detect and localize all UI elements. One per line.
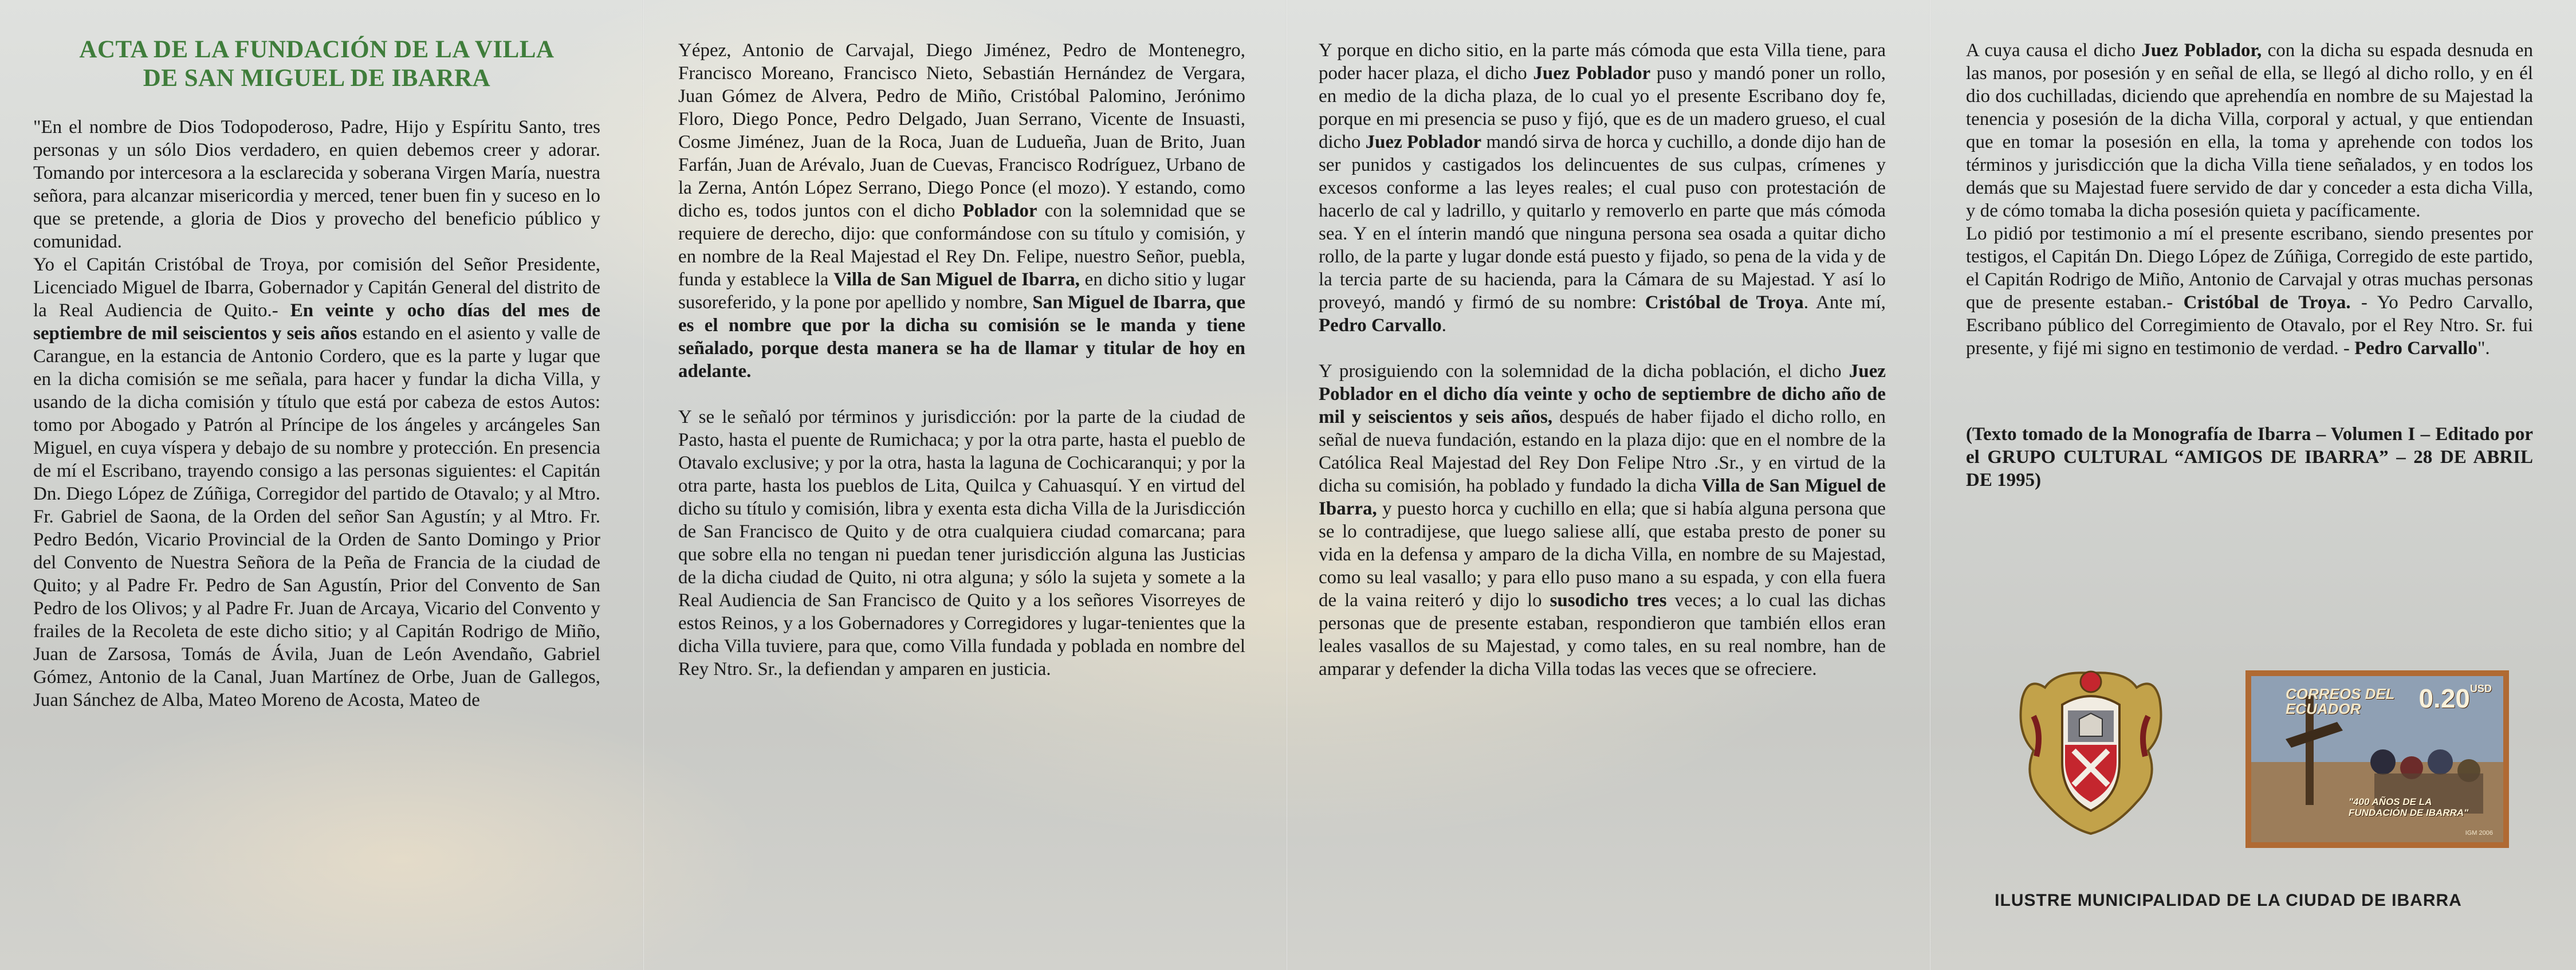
bold-signature-troya: Cristóbal de Troya. bbox=[2183, 292, 2351, 313]
bold-juez: Juez Poblador, bbox=[2141, 40, 2262, 61]
text-span: y puesto horca y cuchillo en ella; que si había alguna persona que se lo contradijese, que luego saliese allí, que estaba presto de poner su vida en la defensa y amparo de la dicha Villa, en nombre de su Majestad, como su leal vasallo; y para ello puso mano a su espada, y con ella fuera de la vaina reiteró y dijo lo bbox=[1319, 498, 1886, 611]
text-span: puso y mandó poner un rollo, en medio de la dicha plaza, de lo cual yo el presente Escribano doy fe, porque en mi presencia se puso y fijó, que es de un madero grueso, el cual dicho bbox=[1319, 63, 1886, 152]
text-span: Yo el Capitán Cristóbal de Troya, por comisión del Señor Presidente, Licenciado Miguel de Ibarra, Gobernador y Capitán General del distrito de la Real Audiencia de Quito.- bbox=[33, 254, 600, 321]
stamp-amount: 0.20 bbox=[2418, 684, 2470, 713]
paragraph-troya bbox=[33, 253, 600, 712]
paragraph-testimony bbox=[1966, 222, 2533, 360]
paragraph-gap bbox=[678, 383, 1245, 406]
text-span: en dicho sitio y lugar susoreferido, y la pone por apellido y nombre, bbox=[678, 269, 1245, 313]
text-span: veces; a lo cual las dichas personas que de presente estaban, respondieron que también ellos eran leales vasallos de su Majestad, y como tales, en su real nombre, han de amparar y defender la dicha Villa todas las veces que se ofreciere. bbox=[1319, 590, 1886, 680]
bold-juez-date: Juez Poblador en el dicho día veinte y ocho de septiembre de dicho año de mil y seiscientos y seis años, bbox=[1319, 361, 1886, 427]
fold-line-3 bbox=[1929, 0, 1931, 970]
bold-signature-troya: Cristóbal de Troya bbox=[1645, 292, 1804, 313]
stamp-currency: USD bbox=[2469, 683, 2492, 694]
bold-juez: Juez Poblador bbox=[1533, 63, 1651, 84]
text-span: . Ante mí, bbox=[1803, 292, 1886, 313]
text-span: . bbox=[1441, 315, 1447, 336]
fold-line-1 bbox=[643, 0, 644, 970]
text-span: Lo pidió por testimonio a mí el presente escribano, siendo presentes por testigos, el Capitán Dn. Diego López de Zúñiga, Corregido de este partido, el Capitán Rodrigo de Miño, Antonio de Carvajal y otras muchas personas que de presente estaban.- bbox=[1966, 223, 2533, 313]
spacer bbox=[1966, 360, 2533, 423]
stamp-caption bbox=[2349, 796, 2468, 818]
source-credit: (Texto tomado de la Monografía de Ibarra – Volumen I – Editado por el GRUPO CULTURAL “AMIGOS DE IBARRA” – 28 DE ABRIL DE 1995) bbox=[1966, 424, 2533, 490]
bold-poblador: Poblador bbox=[962, 201, 1037, 221]
text-span: Y prosiguiendo con la solemnidad de la dicha población, el dicho bbox=[1319, 361, 1849, 382]
paragraph-ceremony bbox=[1319, 360, 1886, 681]
paragraph-gap bbox=[1319, 337, 1886, 360]
title-line-1: ACTA DE LA FUNDACIÓN DE LA VILLA bbox=[79, 36, 554, 63]
panel-1 bbox=[33, 0, 600, 970]
text-span: A cuya causa el dicho bbox=[1966, 40, 2142, 61]
text-span: ". bbox=[2477, 338, 2490, 359]
bold-juez: Juez Poblador bbox=[1365, 132, 1482, 152]
panel-2 bbox=[678, 0, 1245, 970]
text-span: - Yo Pedro Carvallo, Escribano público del Corregimiento de Otavalo, por el Rey Ntro. Sr. fui presente, y fijé mi signo en testimonio de verdad. - bbox=[1966, 292, 2533, 359]
text-span: con la solemnidad que se requiere de derecho, dijo: que conformándose con su título y comisión, y en nombre de la Real Majestad el Rey Dn. Felipe, nuestro Señor, puebla, funda y establece la bbox=[678, 201, 1245, 290]
postage-stamp bbox=[2245, 670, 2509, 848]
stamp-country: CORREOS DEL ECUADOR bbox=[2286, 685, 2395, 717]
municipality-footer: ILUSTRE MUNICIPALIDAD DE LA CIUDAD DE IBARRA bbox=[1995, 891, 2462, 910]
text-span: Yépez, Antonio de Carvajal, Diego Jiménez, Pedro de Montenegro, Francisco Moreano, Francisco Nieto, Sebastián Hernández de Vergara, Juan Gómez de Alvera, Pedro de Miño, Cristóbal Palomino, Jerónimo Floro, Diego Ponce, Pedro Delgado, Juan Serrano, Vicente de Insuasti, Cosme Jiménez, Juan de la Roca, Juan de Ludueña, Juan de Brito, Juan Farfán, Juan de Arévalo, Juan de Cuevas, Francisco Rodríguez, Urbano de la Zerna, Antón López Serrano, Diego Ponce (el mozo). Y estando, como dicho es, todos juntos con el dicho bbox=[678, 40, 1245, 221]
bold-villa-name: Villa de San Miguel de Ibarra, bbox=[1319, 476, 1886, 519]
bold-date: En veinte y ocho días del mes de septiembre de mil seiscientos y seis años bbox=[33, 300, 600, 344]
bold-signature-carvallo: Pedro Carvallo bbox=[2354, 338, 2477, 359]
paragraph-jurisdiction: Y se le señaló por términos y jurisdicción: por la parte de la ciudad de Pasto, hasta el puente de Rumichaca; y por la otra parte, hasta el pueblo de Otavalo exclusive; y por la otra, hasta la laguna de Cochicaranqui; y por la otra parte, hasta los pueblos de Lita, Quilca y Cahuasquí. Y en virtud del dicho su título y comisión, libra y exenta esta dicha Villa de la Jurisdicción de San Francisco de Quito y de otra cualquiera ciudad comarcana; para que sobre ella no tengan ni puedan tener jurisdicción alguna las Justicias de la dicha ciudad de Quito, ni otra alguna; y sólo la sujeta y somete a la Real Audiencia de San Francisco de Quito y a los señores Visorreyes de estos Reinos, y a los Gobernadores y Corregidores y lugar-tenientes que la dicha Villa tuviere, para que, como Villa fundada y poblada en nombre del Rey Ntro. Sr., la defiendan y amparen en justicia. bbox=[678, 407, 1245, 680]
bold-naming: San Miguel de Ibarra, que es el nombre que por la dicha su comisión se le manda y tiene señalado, porque desta manera se ha de llamar y titular de hoy en adelante. bbox=[678, 292, 1245, 382]
stamp-caption-line-1: "400 AÑOS DE LA bbox=[2349, 796, 2432, 807]
paragraph-possession bbox=[1966, 39, 2533, 222]
panel-1-text bbox=[33, 116, 600, 712]
coat-of-arms-icon bbox=[2011, 665, 2171, 837]
stamp-value bbox=[2418, 683, 2492, 714]
stamp-printer: IGM 2006 bbox=[2465, 830, 2493, 837]
document-title bbox=[33, 36, 600, 93]
text-span: con la dicha su espada desnuda en las manos, por posesión y en señal de ella, se llegó al dicho rollo, y en él dio dos cuchilladas, diciendo que aprehendía en nombre de su Majestad la tenencia y posesión de la dicha Villa, corporal y actual, y que entiendan que en tomar la posesión en ella, la toma y aprehende con todos los términos y jurisdicción que la dicha Villa tiene señalados, y en todos los demás que su Majestad fuere servido de dar y conceder a esta dicha Villa, y de cómo tomaba la dicha posesión quieta y pacíficamente. bbox=[1966, 40, 2534, 221]
paragraph-invocation: "En el nombre de Dios Todopoderoso, Padre, Hijo y Espíritu Santo, tres personas y un sólo Dios verdadero, en quien debemos creer y adorar. Tomando por intercesora a la esclarecida y soberana Virgen María, nuestra señora, para alcanzar misericordia y merced, tener buen fin y suceso en lo que se pretende, a gloria de Dios y provecho del beneficio público y comunidad. bbox=[33, 117, 600, 252]
text-span: Y porque en dicho sitio, en la parte más cómoda que esta Villa tiene, para poder hacer plaza, el dicho bbox=[1319, 40, 1886, 84]
panel-4-text bbox=[1966, 39, 2533, 492]
stamp-caption-line-2: FUNDACIÓN DE IBARRA" bbox=[2349, 807, 2469, 818]
bold-villa-name: Villa de San Miguel de Ibarra, bbox=[833, 269, 1080, 290]
fold-line-2 bbox=[1286, 0, 1288, 970]
text-span: estando en el asiento y valle de Carangue, en la estancia de Antonio Cordero, que es la parte y lugar que en la dicha comisión se me señala, para hacer y fundar la dicha Villa, y usando de la dicha comisión y título que está por cabeza de estos Autos: tomo por Abogado y Patrón al Príncipe de los ángeles y arcángeles San Miguel, en cuya víspera y debajo de su nombre y protección. En presencia de mí el Escribano, trayendo consigo a las personas siguientes: el Capitán Dn. Diego López de Zúñiga, Corregidor del partido de Otavalo; y al Mtro. Fr. Gabriel de Saona, de la Orden del señor San Agustín; y al Mtro. Fr. Pedro Bedón, Vicario Provincial de la Orden de Santo Domingo y Prior del Convento de Nuestra Señora de la Peña de Francia de la ciudad de Quito; y al Padre Fr. Pedro de San Agustín, Prior del Convento de San Pedro de los Olivos; y al Padre Fr. Juan de Arcaya, Vicario del Convento y frailes de la Recoleta de este dicho sitio; y al Capitán Rodrigo de Miño, Juan de Zarsosa, Tomás de Ávila, Juan de León Avendaño, Gabriel Gómez, Antonio de la Canal, Juan Martínez de Orbe, Juan de Gallegos, Juan Sánchez de Alba, Mateo Moreno de Acosta, Mateo de bbox=[33, 323, 600, 710]
title-line-2: DE SAN MIGUEL DE IBARRA bbox=[143, 65, 491, 92]
panel-3-text bbox=[1319, 39, 1886, 681]
stamp-artwork bbox=[2251, 676, 2503, 842]
paragraph-rollo bbox=[1319, 39, 1886, 337]
bold-signature-carvallo: Pedro Carvallo bbox=[1319, 315, 1442, 336]
bold-susodicho: susodicho tres bbox=[1549, 590, 1667, 611]
text-span: después de haber fijado el dicho rollo, en señal de nueva fundación, estando en la plaza dijo: que en el nombre de la Católica Real Majestad del Rey Don Felipe Ntro .Sr., y en virtud de la dicha su comisión, ha poblado y fundado la dicha bbox=[1319, 407, 1886, 496]
panel-3 bbox=[1319, 0, 1886, 970]
text-span: mandó sirva de horca y cuchillo, a donde dijo han de ser punidos y castigados los delincuentes de sus culpas, crímenes y excesos conforme a las leyes reales; el cual puso con protestación de hacerlo de cal y ladrillo, y quitarlo y removerlo en parte que más cómoda sea. Y en el ínterin mandó que ninguna persona sea osada a quitar dicho rollo, de la parte y lugar donde está puesto y fijado, so pena de la vida y de la tercia parte de su hacienda, para la Cámara de su Majestad. Y así lo proveyó, mandó y firmó de su nombre: bbox=[1319, 132, 1886, 313]
panel-2-text bbox=[678, 39, 1245, 681]
paragraph-founding bbox=[678, 39, 1245, 383]
